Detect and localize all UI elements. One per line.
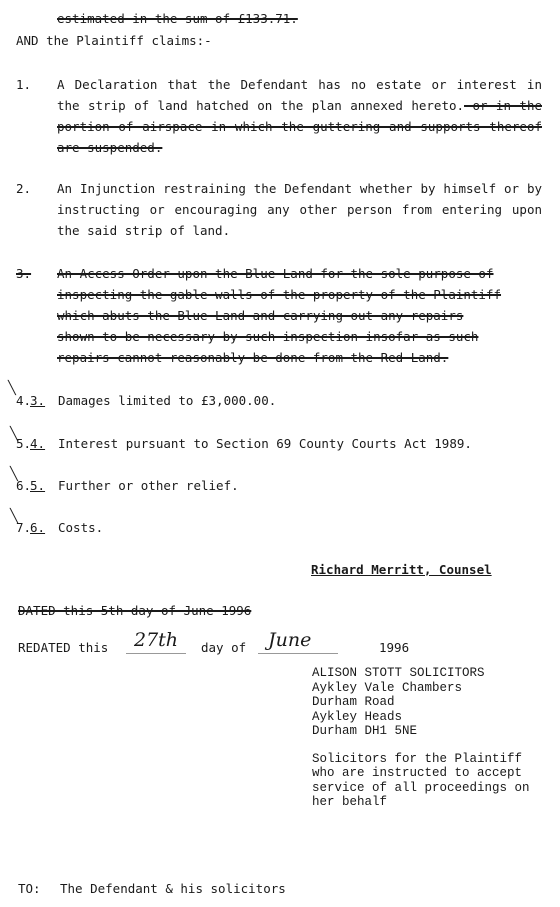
claim-2-number: 2. bbox=[16, 181, 32, 196]
address-line-4: Durham DH1 5NE bbox=[312, 724, 418, 738]
redated-day-of: day of bbox=[201, 640, 247, 655]
pen-tick-mark: ╲ bbox=[10, 427, 18, 442]
to-recipients: The Defendant & his solicitors bbox=[60, 881, 286, 896]
redated-year: 1996 bbox=[379, 640, 410, 655]
redated-prefix: REDATED this bbox=[18, 640, 109, 655]
claim-3-line-5: repairs cannot reasonably be done from the Red Land. bbox=[57, 350, 449, 365]
claims-intro: AND the Plaintiff claims:- bbox=[16, 33, 212, 48]
day-underline bbox=[126, 653, 186, 654]
claim-7-old-number: 7. bbox=[16, 520, 32, 535]
claim-3-line-4: shown to be necessary by such inspection insofar as such bbox=[57, 329, 479, 344]
counsel-signature: Richard Merritt, Counsel bbox=[311, 562, 492, 577]
address-line-3: Aykley Heads bbox=[312, 710, 403, 724]
struck-estimate-line: estimated in the sum of £133.71. bbox=[57, 11, 298, 26]
claim-3-number: 3. bbox=[16, 266, 32, 281]
solicitor-name: ALISON STOTT SOLICITORS bbox=[312, 666, 485, 680]
claim-1-struck: or in the portion of airspace in which the guttering and supports thereof are suspended. bbox=[57, 98, 542, 155]
claim-3-line-1: An Access Order upon the Blue Land for the sole purpose of bbox=[57, 266, 494, 281]
claim-1-body: A Declaration that the Defendant has no estate or interest in the strip of land hatched on the plan annexed hereto. bbox=[57, 77, 542, 113]
handwritten-day: 27th bbox=[134, 629, 179, 651]
claim-7-number: 6. bbox=[30, 520, 46, 535]
month-underline bbox=[258, 653, 338, 654]
claim-6-text: Further or other relief. bbox=[58, 478, 239, 493]
handwritten-month: June bbox=[268, 629, 312, 651]
claim-7-text: Costs. bbox=[58, 520, 104, 535]
claim-3-line-2: inspecting the gable walls of the property of the Plaintiff bbox=[57, 287, 502, 302]
pen-tick-mark: ╲ bbox=[10, 467, 18, 482]
claim-6-number: 5. bbox=[30, 478, 46, 493]
pen-tick-mark: ╲ bbox=[10, 509, 18, 524]
claim-6-old-number: 6. bbox=[16, 478, 32, 493]
dated-line: DATED this 5th day of June 1996 bbox=[18, 603, 252, 618]
claim-5-old-number: 5. bbox=[16, 436, 32, 451]
claim-1-text bbox=[57, 74, 542, 158]
address-line-2: Durham Road bbox=[312, 695, 395, 709]
address-line-1: Aykley Vale Chambers bbox=[312, 681, 463, 695]
service-line-4: her behalf bbox=[312, 795, 388, 809]
to-label: TO: bbox=[18, 881, 41, 896]
service-line-2: who are instructed to accept bbox=[312, 766, 523, 780]
claim-5-number: 4. bbox=[30, 436, 46, 451]
pen-tick-mark: ╲ bbox=[8, 381, 16, 396]
claim-5-text: Interest pursuant to Section 69 County Courts Act 1989. bbox=[58, 436, 472, 451]
claim-1-number: 1. bbox=[16, 77, 32, 92]
service-line-3: service of all proceedings on bbox=[312, 781, 530, 795]
service-line-1: Solicitors for the Plaintiff bbox=[312, 752, 523, 766]
claim-4-text: Damages limited to £3,000.00. bbox=[58, 393, 277, 408]
claim-4-old-number: 4. bbox=[16, 393, 32, 408]
claim-2-text: An Injunction restraining the Defendant whether by himself or by instructing or encouraging any other person from entering upon the said strip of land. bbox=[57, 181, 542, 238]
claim-4-number: 3. bbox=[30, 393, 46, 408]
claim-3-line-3: which abuts the Blue Land and carrying out any repairs bbox=[57, 308, 464, 323]
